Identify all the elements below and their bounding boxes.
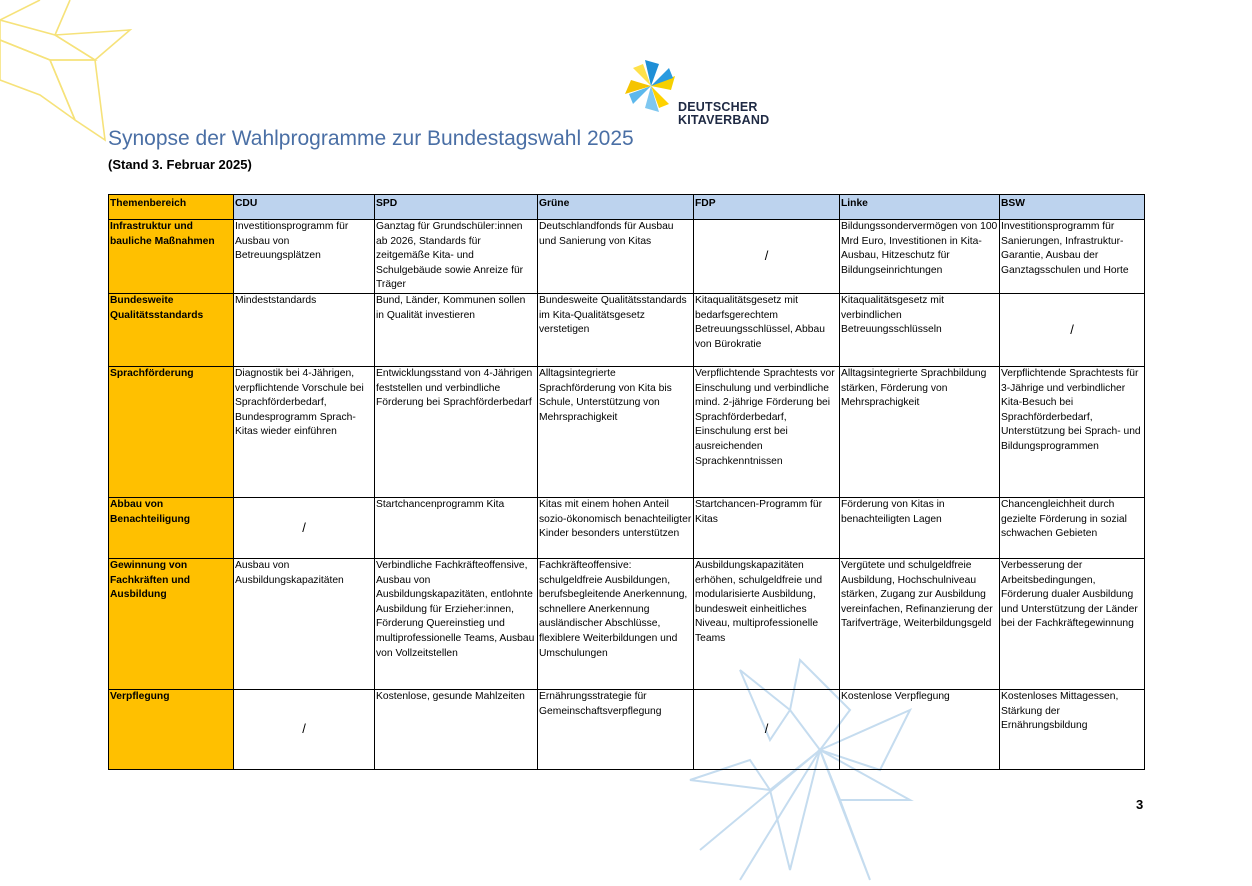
- linke-cell: Bildungssondervermögen von 100 Mrd Euro, Investitionen in Kita-Ausbau, Hitzeschutz für Bildungseinrichtungen: [840, 220, 1000, 294]
- logo-line-2: KITAVERBAND: [678, 113, 770, 127]
- spd-cell: Startchancenprogramm Kita: [375, 498, 538, 559]
- table-row: [109, 559, 1145, 690]
- spd-cell: Kostenlose, gesunde Mahlzeiten: [375, 690, 538, 770]
- header-cdu: CDU: [234, 195, 375, 220]
- header-spd: SPD: [375, 195, 538, 220]
- topic-cell: Sprachförderung: [109, 367, 234, 498]
- bsw-cell: Investitionsprogramm für Sanierungen, Infrastruktur-Garantie, Ausbau der Ganztagsschulen und Horte: [1000, 220, 1145, 294]
- spd-cell: Ganztag für Grundschüler:innen ab 2026, Standards für zeitgemäße Kita- und Schulgebäude sowie Anreize für Träger: [375, 220, 538, 294]
- logo-wordmark: [678, 101, 769, 127]
- spd-cell: Bund, Länder, Kommunen sollen in Qualität investieren: [375, 294, 538, 367]
- logo-line-1: DEUTSCHER: [678, 100, 758, 114]
- header-linke: Linke: [840, 195, 1000, 220]
- fdp-cell: Ausbildungskapazitäten erhöhen, schulgeldfreie und modularisierte Ausbildung, bundesweit einheitliches Niveau, multiprofessionelle Teams: [694, 559, 840, 690]
- header-fdp: FDP: [694, 195, 840, 220]
- gruene-cell: Deutschlandfonds für Ausbau und Sanierung von Kitas: [538, 220, 694, 294]
- linke-cell: Kostenlose Verpflegung: [840, 690, 1000, 770]
- topic-cell: Verpflegung: [109, 690, 234, 770]
- table-header-row: [109, 195, 1145, 220]
- gruene-cell: Fachkräfteoffensive: schulgeldfreie Ausbildungen, berufsbegleitende Anerkennung, schnellere Anerkennung ausländischer Abschlüsse, flexiblere Weiterbildungen und Umschulungen: [538, 559, 694, 690]
- cdu-cell-empty: /: [234, 690, 375, 770]
- linke-cell: Kitaqualitätsgesetz mit verbindlichen Betreuungsschlüsseln: [840, 294, 1000, 367]
- gruene-cell: Bundesweite Qualitätsstandards im Kita-Qualitätsgesetz verstetigen: [538, 294, 694, 367]
- header-bsw: BSW: [1000, 195, 1145, 220]
- table-row: [109, 367, 1145, 498]
- cdu-cell-empty: /: [234, 498, 375, 559]
- header-gruene: Grüne: [538, 195, 694, 220]
- spd-cell: Verbindliche Fachkräfteoffensive, Ausbau von Ausbildungskapazitäten, entlohnte Ausbildung für Erzieher:innen, Förderung Quereinstieg und multiprofessionelle Teams, Ausbau von Vollzeitstellen: [375, 559, 538, 690]
- page-number: 3: [1136, 797, 1144, 812]
- linke-cell: Vergütete und schulgeldfreie Ausbildung, Hochschulniveau stärken, Zugang zur Ausbildung vereinfachen, Refinanzierung der Tarifverträge, Weiterbildungsgeld: [840, 559, 1000, 690]
- table-row: [109, 294, 1145, 367]
- bsw-cell: Verpflichtende Sprachtests für 3-Jährige und verbindlicher Kita-Besuch bei Sprachförderbedarf, Unterstützung bei Sprach- und Bildungsprogrammen: [1000, 367, 1145, 498]
- synopsis-table: [108, 194, 1145, 770]
- topic-cell: Infrastruktur und bauliche Maßnahmen: [109, 220, 234, 294]
- bsw-cell: Kostenloses Mittagessen, Stärkung der Ernährungsbildung: [1000, 690, 1145, 770]
- spd-cell: Entwicklungsstand von 4-Jährigen feststellen und verbindliche Förderung bei Sprachförderbedarf: [375, 367, 538, 498]
- table-row: [109, 690, 1145, 770]
- cdu-cell: Diagnostik bei 4-Jährigen, verpflichtende Vorschule bei Sprachförderbedarf, Bundesprogramm Sprach-Kitas wieder einführen: [234, 367, 375, 498]
- fdp-cell: Verpflichtende Sprachtests vor Einschulung und verbindliche mind. 2-jährige Förderung bei Sprachförderbedarf, Einschulung erst bei ausreichenden Sprachkenntnissen: [694, 367, 840, 498]
- bsw-cell: Verbesserung der Arbeitsbedingungen, Förderung dualer Ausbildung und Unterstützung der Länder bei der Fachkräftegewinnung: [1000, 559, 1145, 690]
- table-row: [109, 220, 1145, 294]
- fdp-cell-empty: /: [694, 220, 840, 294]
- cdu-cell: Mindeststandards: [234, 294, 375, 367]
- gruene-cell: Ernährungsstrategie für Gemeinschaftsverpflegung: [538, 690, 694, 770]
- bsw-cell-empty: /: [1000, 294, 1145, 367]
- gruene-cell: Kitas mit einem hohen Anteil sozio-ökonomisch benachteiligter Kinder besonders unterstützen: [538, 498, 694, 559]
- topic-cell: Gewinnung von Fachkräften und Ausbildung: [109, 559, 234, 690]
- cdu-cell: Ausbau von Ausbildungskapazitäten: [234, 559, 375, 690]
- gruene-cell: Alltagsintegrierte Sprachförderung von Kita bis Schule, Unterstützung von Mehrsprachigkeit: [538, 367, 694, 498]
- page-subtitle: (Stand 3. Februar 2025): [108, 157, 252, 172]
- fdp-cell: Kitaqualitätsgesetz mit bedarfsgerechtem Betreuungsschlüssel, Abbau von Bürokratie: [694, 294, 840, 367]
- cdu-cell: Investitionsprogramm für Ausbau von Betreuungsplätzen: [234, 220, 375, 294]
- bsw-cell: Chancengleichheit durch gezielte Förderung in sozial schwachen Gebieten: [1000, 498, 1145, 559]
- topic-cell: Bundesweite Qualitätsstandards: [109, 294, 234, 367]
- fdp-cell: Startchancen-Programm für Kitas: [694, 498, 840, 559]
- fdp-cell-empty: /: [694, 690, 840, 770]
- topic-cell: Abbau von Benachteiligung: [109, 498, 234, 559]
- header-themenbereich: Themenbereich: [109, 195, 234, 220]
- linke-cell: Förderung von Kitas in benachteiligten Lagen: [840, 498, 1000, 559]
- linke-cell: Alltagsintegrierte Sprachbildung stärken, Förderung von Mehrsprachigkeit: [840, 367, 1000, 498]
- table-row: [109, 498, 1145, 559]
- page-title: Synopse der Wahlprogramme zur Bundestagswahl 2025: [108, 127, 634, 150]
